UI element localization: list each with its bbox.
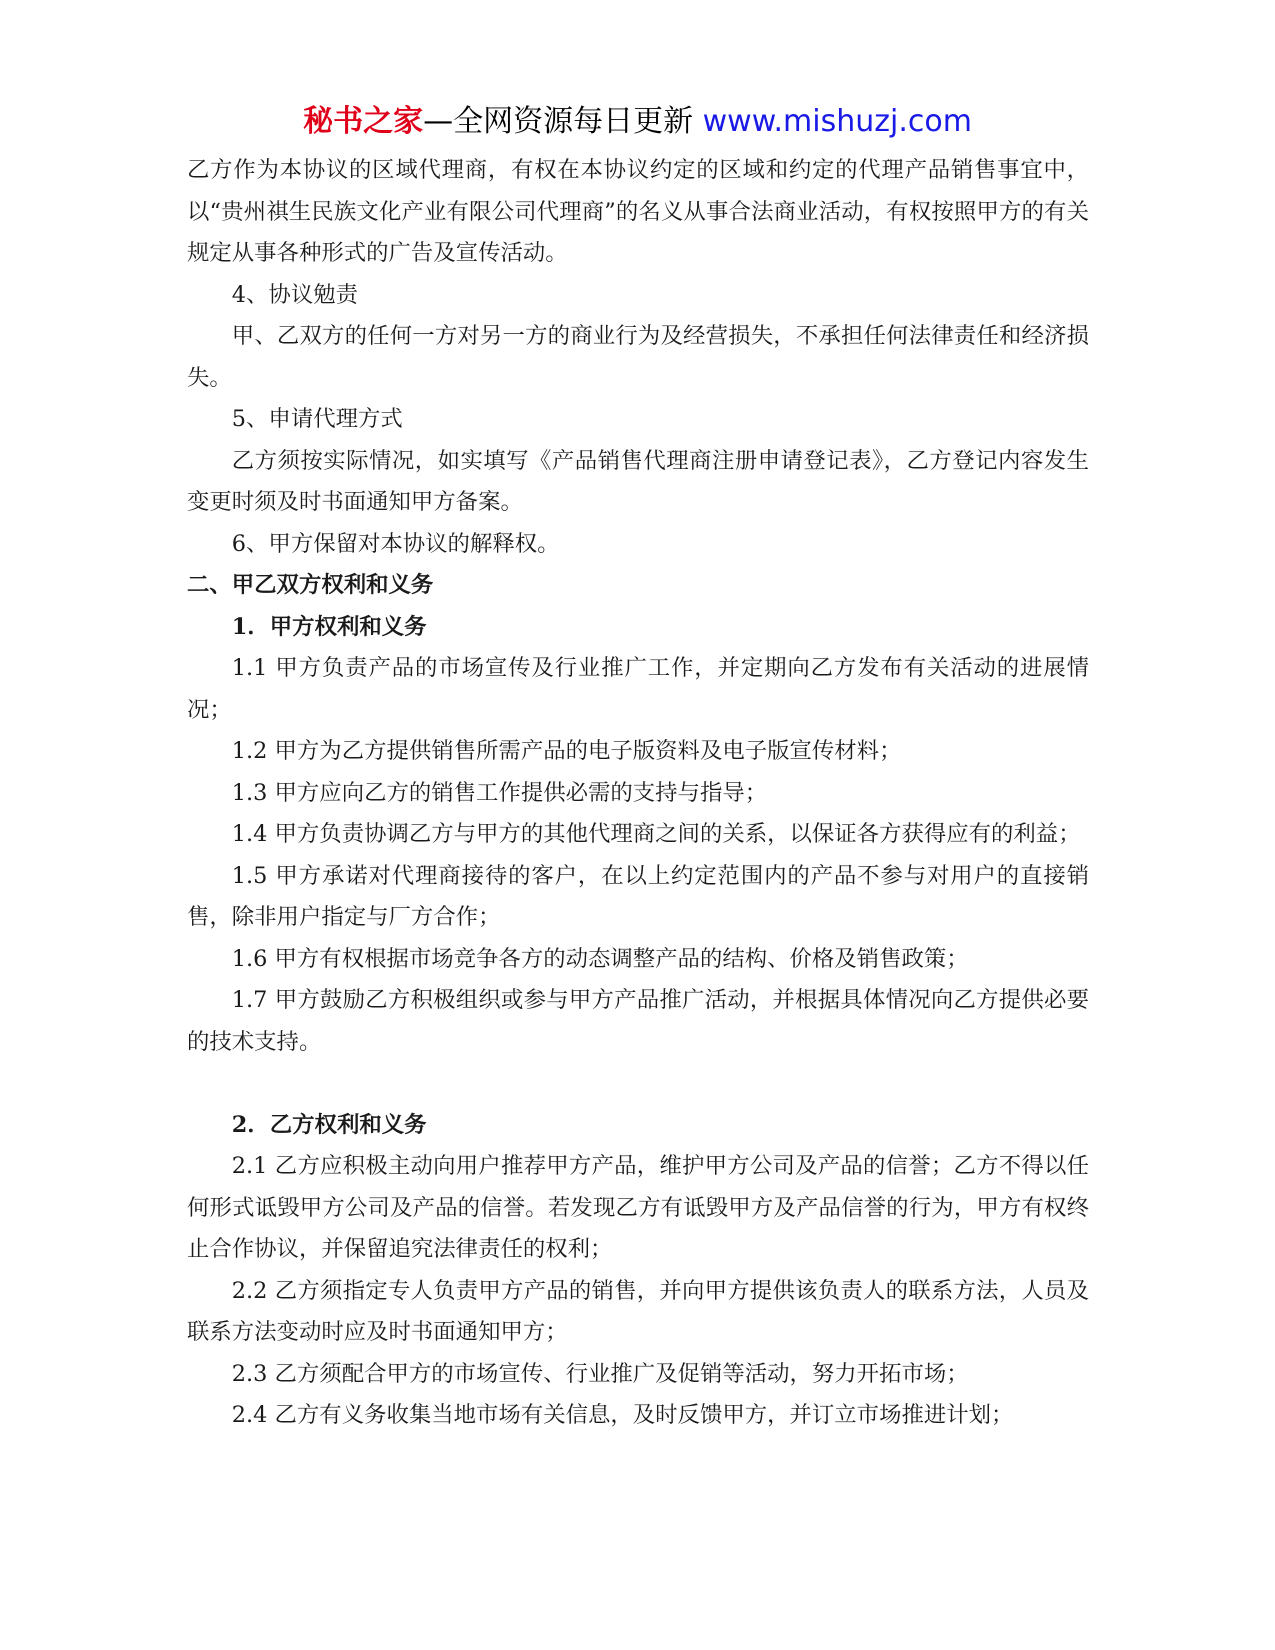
subsection-party-a-heading: 1．甲方权利和义务 (231, 613, 427, 640)
clause-1-5: 1.5 甲方承诺对代理商接待的客户，在以上约定范围内的产品不参与对用户的直接销售，除非用户指定与厂方合作； (187, 862, 1089, 930)
document-body (187, 150, 1089, 1437)
clause-2-3: 2.3 乙方须配合甲方的市场宣传、行业推广及促销等活动，努力开拓市场； (231, 1360, 969, 1387)
clause-1-3: 1.3 甲方应向乙方的销售工作提供必需的支持与指导； (231, 779, 768, 806)
clause-2-2: 2.2 乙方须指定专人负责甲方产品的销售，并向甲方提供该负责人的联系方法，人员及联系方法变动时应及时书面通知甲方； (187, 1277, 1089, 1345)
header-brand: 秘书之家 (303, 104, 424, 139)
header-site-link[interactable]: www.mishuzj.com (702, 104, 972, 139)
item-6: 6、甲方保留对本协议的解释权。 (231, 530, 560, 557)
page-header (0, 100, 1275, 144)
paragraph-liability: 甲、乙双方的任何一方对另一方的商业行为及经营损失，不承担任何法律责任和经济损失。 (187, 323, 1089, 391)
clause-2-4: 2.4 乙方有义务收集当地市场有关信息，及时反馈甲方，并订立市场推进计划； (231, 1402, 1014, 1428)
clause-1-4: 1.4 甲方负责协调乙方与甲方的其他代理商之间的关系，以保证各方获得应有的利益； (231, 821, 1081, 847)
clause-1-6: 1.6 甲方有权根据市场竞争各方的动态调整产品的结构、价格及销售政策； (231, 945, 969, 972)
paragraph-agent-rights: 乙方作为本协议的区域代理商，有权在本协议约定的区域和约定的代理产品销售事宜中，以“贵州祺生民族文化产业有限公司代理商”的名义从事合法商业活动，有权按照甲方的有关规定从事各种形式的广告及宣传活动。 (187, 157, 1089, 266)
blank-line (187, 1063, 1089, 1105)
section-2-heading: 二、甲乙双方权利和义务 (187, 572, 434, 598)
item-4-heading: 4、协议勉责 (231, 281, 358, 308)
clause-1-7: 1.7 甲方鼓励乙方积极组织或参与甲方产品推广活动，并根据具体情况向乙方提供必要的技术支持。 (187, 987, 1089, 1055)
clause-1-1: 1.1 甲方负责产品的市场宣传及行业推广工作，并定期向乙方发布有关活动的进展情况； (187, 655, 1089, 723)
paragraph-application: 乙方须按实际情况，如实填写《产品销售代理商注册申请登记表》，乙方登记内容发生变更时须及时书面通知甲方备案。 (187, 447, 1089, 515)
header-slogan: —全网资源每日更新 (423, 104, 703, 139)
subsection-party-b-heading: 2．乙方权利和义务 (231, 1111, 427, 1138)
clause-2-1: 2.1 乙方应积极主动向用户推荐甲方产品，维护甲方公司及产品的信誉；乙方不得以任何形式诋毁甲方公司及产品的信誉。若发现乙方有诋毁甲方及产品信誉的行为，甲方有权终止合作协议，并保留追究法律责任的权利； (187, 1153, 1089, 1262)
clause-1-2: 1.2 甲方为乙方提供销售所需产品的电子版资料及电子版宣传材料； (231, 738, 902, 764)
item-5-heading: 5、申请代理方式 (231, 406, 403, 432)
